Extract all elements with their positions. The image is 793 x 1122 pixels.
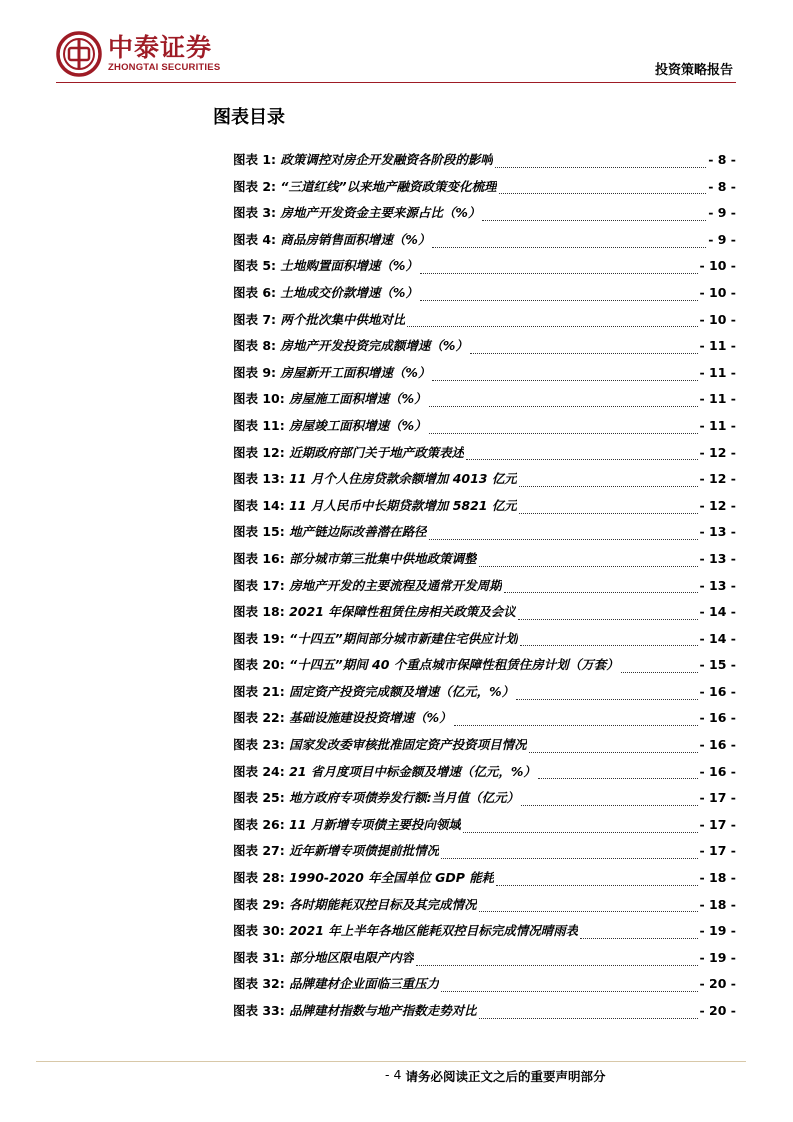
toc-leader-dots (519, 513, 698, 514)
toc-entry-label: 图表 25: (233, 790, 285, 806)
toc-entry-title: 基础设施建设投资增速（%） (289, 710, 452, 726)
toc-leader-dots (495, 167, 706, 168)
toc-entry-page: - 20 - (699, 976, 736, 992)
toc-entry-title: 房地产开发的主要流程及通常开发周期 (289, 577, 502, 593)
toc-leader-dots (529, 752, 698, 753)
toc-entry-title: “三道红线”以来地产融资政策变化梳理 (280, 178, 497, 194)
toc-list (233, 150, 736, 1028)
toc-entry-label: 图表 26: (233, 816, 285, 832)
toc-entry-label: 图表 4: (233, 231, 277, 247)
toc-entry-label: 图表 9: (233, 364, 277, 380)
toc-entry[interactable] (233, 921, 736, 948)
toc-entry[interactable] (233, 815, 736, 842)
toc-entry-title: 房屋竣工面积增速（%） (289, 417, 427, 433)
toc-leader-dots (621, 672, 698, 673)
toc-entry[interactable] (233, 868, 736, 895)
toc-entry[interactable] (233, 283, 736, 310)
toc-leader-dots (520, 645, 698, 646)
toc-entry-label: 图表 21: (233, 683, 285, 699)
toc-entry-page: - 13 - (699, 550, 736, 566)
toc-entry-label: 图表 16: (233, 550, 285, 566)
toc-entry-title: 11 月人民币中长期贷款增加 5821 亿元 (289, 497, 517, 513)
header-divider (56, 82, 736, 83)
toc-entry-label: 图表 28: (233, 870, 285, 886)
toc-leader-dots (519, 486, 698, 487)
toc-entry[interactable] (233, 256, 736, 283)
toc-leader-dots (504, 592, 698, 593)
toc-entry-label: 图表 10: (233, 391, 285, 407)
toc-entry-label: 图表 18: (233, 604, 285, 620)
toc-leader-dots (441, 858, 697, 859)
toc-entry-title: “十四五”期间 40 个重点城市保障性租赁住房计划（万套） (289, 657, 619, 673)
toc-leader-dots (466, 459, 697, 460)
toc-entry-title: 近年新增专项债提前批情况 (289, 843, 440, 859)
toc-entry-label: 图表 15: (233, 524, 285, 540)
toc-entry-label: 图表 6: (233, 284, 277, 300)
toc-entry[interactable] (233, 841, 736, 868)
toc-entry-title: 土地成交价款增速（%） (280, 284, 418, 300)
toc-leader-dots (538, 778, 698, 779)
toc-entry-title: 地产链边际改善潜在路径 (289, 524, 427, 540)
toc-leader-dots (432, 247, 706, 248)
toc-entry-title: 品牌建材企业面临三重压力 (289, 976, 440, 992)
footer-divider (36, 1061, 746, 1062)
toc-leader-dots (429, 406, 698, 407)
toc-entry-label: 图表 32: (233, 976, 285, 992)
toc-entry-page: - 12 - (699, 497, 736, 513)
toc-entry-label: 图表 13: (233, 471, 285, 487)
toc-entry[interactable] (233, 1001, 736, 1028)
toc-leader-dots (432, 380, 697, 381)
toc-entry-title: 1990-2020 年全国单位 GDP 能耗 (289, 870, 495, 886)
toc-entry-page: - 10 - (699, 284, 736, 300)
toc-entry-title: 2021 年上半年各地区能耗双控目标完成情况晴雨表 (289, 923, 579, 939)
toc-entry[interactable] (233, 389, 736, 416)
toc-entry-page: - 11 - (699, 338, 736, 354)
toc-entry-title: 房屋新开工面积增速（%） (280, 364, 431, 380)
toc-title: 图表目录 (213, 107, 285, 128)
toc-leader-dots (416, 965, 697, 966)
toc-leader-dots (521, 805, 697, 806)
toc-leader-dots (496, 885, 697, 886)
toc-entry[interactable] (233, 363, 736, 390)
brand-name-cn: 中泰证券 (108, 33, 213, 62)
toc-entry-label: 图表 19: (233, 630, 285, 646)
toc-entry-label: 图表 27: (233, 843, 285, 859)
toc-entry-title: 两个批次集中供地对比 (280, 311, 406, 327)
toc-entry[interactable] (233, 655, 736, 682)
toc-leader-dots (429, 539, 698, 540)
toc-entry-label: 图表 1: (233, 152, 277, 167)
toc-entry[interactable] (233, 576, 736, 603)
toc-entry[interactable] (233, 735, 736, 762)
toc-entry[interactable] (233, 496, 736, 523)
toc-entry-page: - 8 - (708, 152, 736, 167)
toc-entry-page: - 15 - (699, 657, 736, 673)
toc-entry-title: 房地产开发投资完成额增速（%） (280, 338, 468, 354)
toc-entry-title: 部分地区限电限产内容 (289, 949, 415, 965)
page-header (0, 0, 793, 90)
toc-entry-page: - 8 - (708, 178, 736, 194)
toc-entry-label: 图表 29: (233, 896, 285, 912)
toc-entry-label: 图表 17: (233, 577, 285, 593)
toc-entry-label: 图表 14: (233, 497, 285, 513)
toc-leader-dots (454, 725, 698, 726)
toc-entry-title: 土地购置面积增速（%） (280, 258, 418, 274)
toc-entry[interactable] (233, 788, 736, 815)
toc-entry[interactable] (233, 522, 736, 549)
toc-entry-label: 图表 20: (233, 657, 285, 673)
toc-entry-title: 21 省月度项目中标金额及增速（亿元，%） (289, 763, 536, 779)
company-logo (56, 30, 220, 78)
toc-entry[interactable] (233, 762, 736, 789)
toc-leader-dots (499, 193, 707, 194)
toc-leader-dots (463, 832, 698, 833)
toc-entry-title: 部分城市第三批集中供地政策调整 (289, 550, 477, 566)
toc-entry[interactable] (233, 948, 736, 975)
page-footer (385, 1067, 605, 1085)
toc-entry-page: - 14 - (699, 630, 736, 646)
toc-entry-title: “十四五”期间部分城市新建住宅供应计划 (289, 630, 518, 646)
toc-entry-title: 房屋施工面积增速（%） (289, 391, 427, 407)
toc-entry-label: 图表 11: (233, 417, 285, 433)
toc-entry-title: 商品房销售面积增速（%） (280, 231, 431, 247)
toc-entry-title: 政策调控对房企开发融资各阶段的影响 (280, 152, 493, 167)
toc-entry-page: - 17 - (699, 843, 736, 859)
toc-entry[interactable] (233, 602, 736, 629)
toc-entry-label: 图表 31: (233, 949, 285, 965)
toc-entry[interactable] (233, 150, 736, 177)
toc-entry-page: - 9 - (708, 231, 736, 247)
toc-leader-dots (470, 353, 698, 354)
toc-entry-page: - 13 - (699, 524, 736, 540)
toc-entry-title: 近期政府部门关于地产政策表述 (289, 444, 465, 460)
toc-entry-page: - 11 - (699, 417, 736, 433)
toc-entry-label: 图表 5: (233, 258, 277, 274)
toc-entry-title: 11 月新增专项债主要投向领域 (289, 816, 461, 832)
toc-entry-page: - 19 - (699, 923, 736, 939)
toc-entry-page: - 20 - (699, 1003, 736, 1018)
toc-entry-page: - 18 - (699, 896, 736, 912)
toc-entry[interactable] (233, 549, 736, 576)
toc-leader-dots (407, 326, 697, 327)
toc-entry-label: 图表 7: (233, 311, 277, 327)
toc-entry[interactable] (233, 310, 736, 337)
toc-entry-title: 2021 年保障性租赁住房相关政策及会议 (289, 604, 516, 620)
toc-entry-title: 11 月个人住房贷款余额增加 4013 亿元 (289, 471, 517, 487)
toc-entry-label: 图表 30: (233, 923, 285, 939)
zhongtai-logo-icon (56, 31, 102, 77)
toc-entry-page: - 11 - (699, 391, 736, 407)
toc-leader-dots (420, 273, 698, 274)
toc-entry-page: - 10 - (699, 258, 736, 274)
toc-leader-dots (516, 699, 697, 700)
toc-entry-page: - 11 - (699, 364, 736, 380)
toc-entry[interactable] (233, 974, 736, 1001)
toc-leader-dots (482, 220, 706, 221)
toc-leader-dots (441, 991, 697, 992)
toc-entry-label: 图表 33: (233, 1003, 285, 1018)
toc-entry-page: - 16 - (699, 710, 736, 726)
page-number: - 4 (385, 1067, 402, 1082)
toc-entry-page: - 16 - (699, 763, 736, 779)
toc-entry-page: - 14 - (699, 604, 736, 620)
toc-entry-page: - 12 - (699, 471, 736, 487)
toc-entry-title: 品牌建材指数与地产指数走势对比 (289, 1003, 477, 1018)
toc-entry-title: 房地产开发资金主要来源占比（%） (280, 205, 481, 221)
report-type: 投资策略报告 (654, 63, 733, 78)
toc-entry-page: - 16 - (699, 737, 736, 753)
toc-entry[interactable] (233, 336, 736, 363)
toc-entry-label: 图表 12: (233, 444, 285, 460)
toc-entry[interactable] (233, 895, 736, 922)
toc-entry-page: - 18 - (699, 870, 736, 886)
toc-entry[interactable] (233, 708, 736, 735)
toc-entry-page: - 19 - (699, 949, 736, 965)
toc-leader-dots (518, 619, 698, 620)
toc-entry-title: 国家发改委审核批准固定资产投资项目情况 (289, 737, 527, 753)
logo-text (108, 34, 220, 74)
toc-entry-title: 固定资产投资完成额及增速（亿元，%） (289, 683, 515, 699)
toc-entry-page: - 17 - (699, 790, 736, 806)
toc-leader-dots (429, 433, 698, 434)
toc-entry-label: 图表 2: (233, 178, 277, 194)
toc-leader-dots (479, 1018, 698, 1019)
toc-entry[interactable] (233, 177, 736, 204)
toc-entry-page: - 10 - (699, 311, 736, 327)
toc-entry-label: 图表 8: (233, 338, 277, 354)
toc-entry[interactable] (233, 629, 736, 656)
toc-leader-dots (580, 938, 697, 939)
toc-entry[interactable] (233, 469, 736, 496)
toc-entry-page: - 9 - (708, 205, 736, 221)
toc-entry-label: 图表 24: (233, 763, 285, 779)
toc-entry[interactable] (233, 682, 736, 709)
toc-entry-page: - 13 - (699, 577, 736, 593)
disclaimer-text: 请务必阅读正文之后的重要声明部分 (405, 1069, 606, 1084)
toc-entry-label: 图表 23: (233, 737, 285, 753)
toc-entry-page: - 16 - (699, 683, 736, 699)
toc-entry-label: 图表 22: (233, 710, 285, 726)
toc-entry-title: 各时期能耗双控目标及其完成情况 (289, 896, 477, 912)
toc-entry-label: 图表 3: (233, 205, 277, 221)
toc-leader-dots (420, 300, 698, 301)
toc-entry[interactable] (233, 230, 736, 257)
toc-leader-dots (479, 566, 698, 567)
toc-leader-dots (479, 911, 698, 912)
toc-entry[interactable] (233, 443, 736, 470)
toc-entry[interactable] (233, 203, 736, 230)
brand-name-en: ZHONGTAI SECURITIES (108, 62, 221, 73)
toc-entry-title: 地方政府专项债券发行额:当月值（亿元） (289, 790, 520, 806)
toc-entry[interactable] (233, 416, 736, 443)
toc-entry-page: - 17 - (699, 816, 736, 832)
toc-entry-page: - 12 - (699, 444, 736, 460)
